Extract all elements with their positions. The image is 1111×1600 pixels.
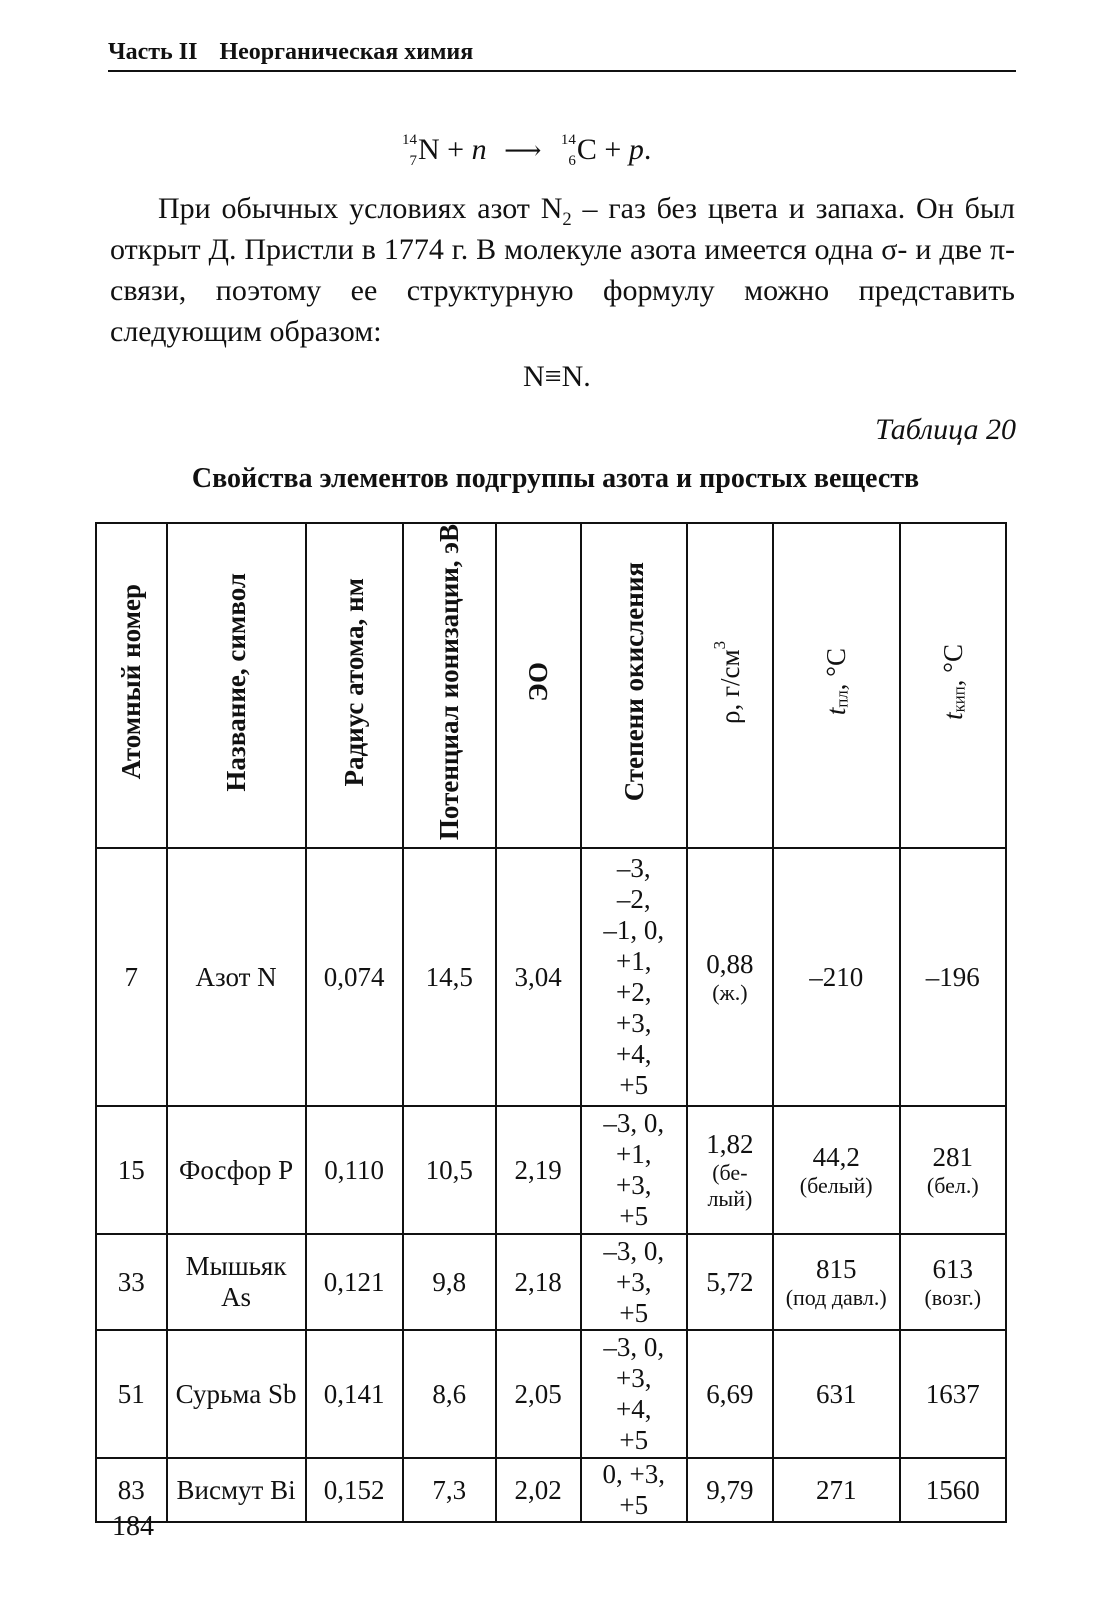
plus-sign: +	[447, 133, 465, 166]
cell-radius: 0,141	[306, 1330, 403, 1458]
cell-name: Мышьяк As	[167, 1234, 306, 1330]
cell-oxidation: –3, 0, +3, +4, +5	[581, 1330, 687, 1458]
equation-dot: .	[643, 133, 652, 166]
nuclear-equation	[400, 130, 651, 171]
paragraph-text-end: – газ без цвета и запаха. Он был открыт Д. Пристли в 1774 г. В молекуле азота имеется одна σ- и две π-связи, поэтому ее структурную формулу можно представить следующим образом:	[110, 192, 1015, 348]
nitrogen-mass-number: 14	[402, 132, 417, 148]
cell-ionization: 8,6	[403, 1330, 496, 1458]
properties-table	[95, 522, 1007, 1523]
cell-melting: 271	[773, 1458, 900, 1522]
header-atomic-number: Атомный номер	[96, 523, 167, 848]
cell-density: 1,82 (бе-лый)	[687, 1106, 773, 1234]
carbon-atomic-number: 6	[568, 153, 576, 169]
cell-boiling: 613 (возг.)	[900, 1234, 1006, 1330]
header-eo: ЭО	[496, 523, 581, 848]
cell-boiling: 1560	[900, 1458, 1006, 1522]
n2-subscript: 2	[562, 209, 572, 230]
header-ionization: Потенциал ионизации, эВ	[403, 523, 496, 848]
nitrogen-symbol: N	[418, 133, 440, 166]
structural-formula: N≡N.	[523, 360, 591, 393]
cell-oxidation: –3, 0, +1, +3, +5	[581, 1106, 687, 1234]
cell-radius: 0,121	[306, 1234, 403, 1330]
cell-eo: 2,18	[496, 1234, 581, 1330]
paragraph-text-start: При обычных условиях азот N	[158, 192, 563, 225]
cell-name: Фосфор P	[167, 1106, 306, 1234]
cell-oxidation: 0, +3, +5	[581, 1458, 687, 1522]
cell-boiling: 281 (бел.)	[900, 1106, 1006, 1234]
table-header-row	[96, 523, 1006, 848]
table-row	[96, 1330, 1006, 1458]
cell-melting: 44,2 (белый)	[773, 1106, 900, 1234]
cell-radius: 0,110	[306, 1106, 403, 1234]
cell-ionization: 10,5	[403, 1106, 496, 1234]
carbon-symbol: C	[576, 133, 597, 166]
cell-density: 9,79	[687, 1458, 773, 1522]
cell-radius: 0,152	[306, 1458, 403, 1522]
cell-radius: 0,074	[306, 848, 403, 1106]
table-number: Таблица 20	[875, 413, 1016, 446]
cell-ionization: 7,3	[403, 1458, 496, 1522]
header-density: ρ, $г/см^3$	[687, 523, 773, 848]
cell-density: 5,72	[687, 1234, 773, 1330]
cell-atomic-number: 33	[96, 1234, 167, 1330]
cell-atomic-number: 15	[96, 1106, 167, 1234]
cell-ionization: 9,8	[403, 1234, 496, 1330]
table-body	[96, 848, 1006, 1522]
header-melting: $t_{пл}$, °C	[773, 523, 900, 848]
cell-eo: 2,02	[496, 1458, 581, 1522]
cell-melting: 815 (под давл.)	[773, 1234, 900, 1330]
cell-atomic-number: 51	[96, 1330, 167, 1458]
running-header	[108, 38, 1016, 72]
body-paragraph	[110, 188, 1015, 352]
nitrogen-nuclide-indices	[400, 130, 418, 170]
cell-name: Азот N	[167, 848, 306, 1106]
page-number: 184	[112, 1511, 154, 1542]
cell-name: Висмут Bi	[167, 1458, 306, 1522]
header-part: Часть II	[108, 39, 198, 65]
cell-oxidation: –3, 0, +3, +5	[581, 1234, 687, 1330]
cell-name: Сурьма Sb	[167, 1330, 306, 1458]
header-oxidation: Степени окисления	[581, 523, 687, 848]
cell-atomic-number: 83	[96, 1458, 167, 1522]
table-row	[96, 848, 1006, 1106]
header-boiling: $t_{кип}$, °C	[900, 523, 1006, 848]
cell-density: 0,88 (ж.)	[687, 848, 773, 1106]
carbon-mass-number: 14	[560, 132, 576, 148]
reaction-arrow: ⟶	[504, 136, 542, 165]
table-title: Свойства элементов подгруппы азота и простых веществ	[191, 463, 920, 494]
cell-melting: –210	[773, 848, 900, 1106]
cell-melting: 631	[773, 1330, 900, 1458]
proton-symbol: p	[628, 133, 644, 166]
table-row	[96, 1234, 1006, 1330]
cell-atomic-number: 7	[96, 848, 167, 1106]
cell-oxidation: –3, –2, –1, 0, +1, +2, +3, +4, +5	[581, 848, 687, 1106]
header-title: Неорганическая химия	[219, 39, 474, 65]
cell-eo: 2,19	[496, 1106, 581, 1234]
plus-sign: +	[604, 133, 622, 166]
cell-ionization: 14,5	[403, 848, 496, 1106]
header-name: Название, символ	[167, 523, 306, 848]
cell-boiling: 1637	[900, 1330, 1006, 1458]
carbon-nuclide-indices	[559, 130, 577, 170]
table-row	[96, 1458, 1006, 1522]
table-row	[96, 1106, 1006, 1234]
cell-density: 6,69	[687, 1330, 773, 1458]
cell-eo: 2,05	[496, 1330, 581, 1458]
cell-eo: 3,04	[496, 848, 581, 1106]
cell-boiling: –196	[900, 848, 1006, 1106]
nitrogen-atomic-number: 7	[409, 153, 417, 169]
header-radius: Радиус атома, нм	[306, 523, 403, 848]
neutron-symbol: n	[471, 133, 487, 166]
